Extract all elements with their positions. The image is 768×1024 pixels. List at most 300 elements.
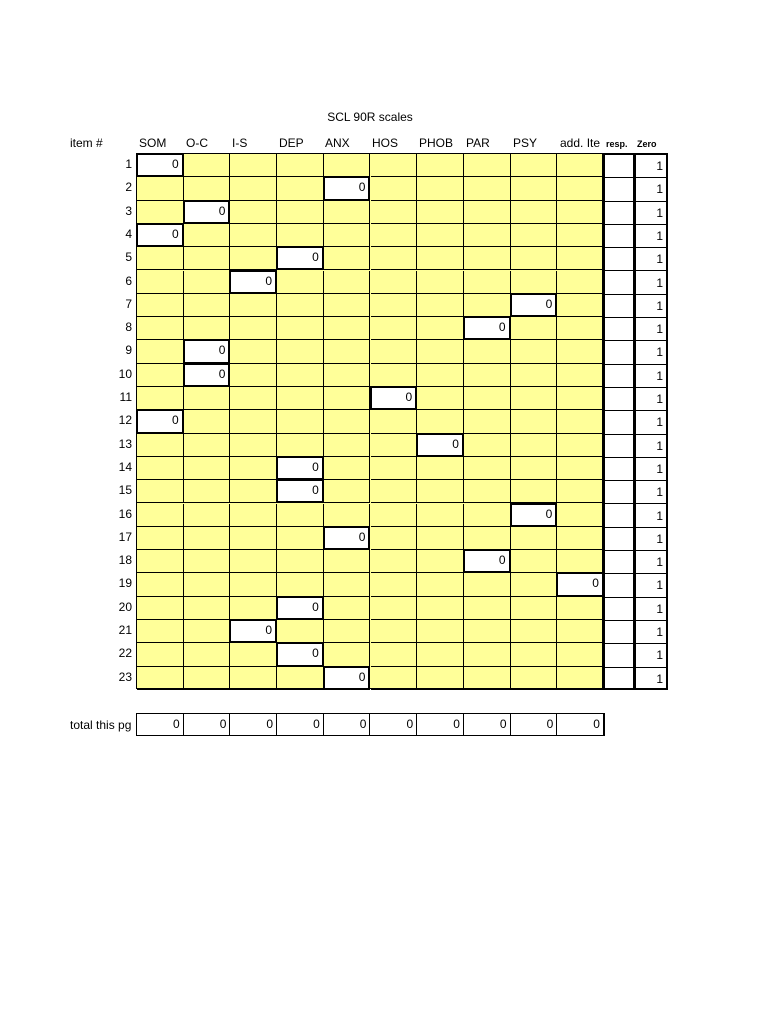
grid-cell[interactable]	[557, 667, 604, 690]
grid-cell[interactable]	[464, 340, 511, 363]
grid-cell[interactable]	[184, 480, 231, 503]
row-number: 8	[125, 320, 132, 335]
grid-cell[interactable]	[464, 434, 511, 457]
grid-cell[interactable]	[184, 154, 231, 177]
scored-cell[interactable]: 0	[229, 270, 277, 294]
grid-cell[interactable]	[464, 201, 511, 224]
grid-cell[interactable]	[371, 224, 418, 247]
scored-cell[interactable]: 0	[276, 596, 324, 620]
grid-cell[interactable]	[184, 457, 231, 480]
row-number: 16	[118, 506, 132, 521]
grid-cell[interactable]	[277, 667, 324, 690]
grid-cell[interactable]	[371, 667, 418, 690]
grid-cell[interactable]	[464, 271, 511, 294]
grid-cell[interactable]	[464, 224, 511, 247]
scale-grid	[136, 153, 603, 689]
grid-cell[interactable]	[417, 573, 464, 596]
resp-cell[interactable]	[605, 481, 633, 504]
grid-cell[interactable]	[557, 527, 604, 550]
grid-cell[interactable]	[417, 410, 464, 433]
grid-cell[interactable]	[464, 457, 511, 480]
zero-cell: 1	[636, 644, 666, 667]
row-number: 17	[118, 529, 132, 544]
grid-cell[interactable]	[371, 340, 418, 363]
scored-cell[interactable]: 0	[276, 479, 324, 503]
scored-cell[interactable]: 0	[276, 642, 324, 666]
grid-cell[interactable]	[371, 550, 418, 573]
grid-cell[interactable]	[511, 573, 558, 596]
scored-cell[interactable]: 0	[183, 363, 231, 387]
grid-cell[interactable]	[371, 480, 418, 503]
grid-cell[interactable]	[464, 504, 511, 527]
grid-cell[interactable]	[184, 410, 231, 433]
zero-cell: 1	[636, 225, 666, 248]
resp-cell[interactable]	[605, 668, 633, 691]
grid-cell[interactable]	[277, 177, 324, 200]
grid-cell[interactable]	[557, 247, 604, 270]
grid-cell[interactable]	[324, 410, 371, 433]
grid-cell[interactable]	[464, 643, 511, 666]
grid-cell[interactable]	[324, 224, 371, 247]
grid-cell[interactable]	[557, 387, 604, 410]
grid-cell[interactable]	[137, 597, 184, 620]
scored-cell[interactable]: 0	[136, 153, 184, 177]
grid-cell[interactable]	[511, 154, 558, 177]
grid-cell[interactable]	[230, 573, 277, 596]
grid-cell[interactable]	[371, 620, 418, 643]
grid-cell[interactable]	[417, 480, 464, 503]
grid-cell[interactable]	[137, 434, 184, 457]
grid-cell[interactable]	[557, 294, 604, 317]
grid-cell[interactable]	[230, 340, 277, 363]
column-header-6: PHOB	[419, 136, 454, 150]
grid-cell[interactable]	[464, 294, 511, 317]
zero-cell: 1	[636, 318, 666, 341]
grid-cell[interactable]	[464, 573, 511, 596]
grid-cell[interactable]	[557, 154, 604, 177]
item-number-header: item #	[70, 136, 103, 150]
zero-cell: 1	[636, 621, 666, 644]
grid-cell[interactable]	[464, 154, 511, 177]
scored-cell[interactable]: 0	[510, 503, 558, 527]
grid-cell[interactable]	[557, 410, 604, 433]
grid-cell[interactable]	[417, 340, 464, 363]
resp-cell[interactable]	[605, 528, 633, 551]
grid-cell[interactable]	[137, 340, 184, 363]
scored-cell[interactable]: 0	[183, 339, 231, 363]
grid-cell[interactable]	[371, 154, 418, 177]
zero-cell: 1	[636, 528, 666, 551]
grid-cell[interactable]	[230, 434, 277, 457]
grid-cell[interactable]	[184, 667, 231, 690]
zero-cell: 1	[636, 551, 666, 574]
resp-cell[interactable]	[605, 574, 633, 597]
grid-cell[interactable]	[511, 201, 558, 224]
scored-cell[interactable]: 0	[136, 409, 184, 433]
grid-cell[interactable]	[324, 154, 371, 177]
grid-cell[interactable]	[557, 177, 604, 200]
row-number: 1	[125, 157, 132, 171]
scored-cell[interactable]: 0	[463, 549, 511, 573]
resp-cell[interactable]	[605, 644, 633, 667]
grid-cell[interactable]	[230, 387, 277, 410]
grid-cell[interactable]	[277, 573, 324, 596]
grid-cell[interactable]	[417, 620, 464, 643]
grid-cell[interactable]	[277, 527, 324, 550]
grid-cell[interactable]	[324, 387, 371, 410]
grid-cell[interactable]	[464, 387, 511, 410]
grid-cell[interactable]	[230, 480, 277, 503]
row-number: 23	[118, 669, 132, 684]
zero-cell: 1	[636, 178, 666, 201]
grid-cell[interactable]	[277, 504, 324, 527]
grid-cell[interactable]	[230, 317, 277, 340]
zero-column-header: Zero	[637, 139, 657, 149]
grid-cell[interactable]	[371, 410, 418, 433]
grid-cell[interactable]	[511, 387, 558, 410]
grid-cell[interactable]	[184, 597, 231, 620]
grid-cell[interactable]	[464, 527, 511, 550]
zero-cell: 1	[636, 598, 666, 621]
grid-cell[interactable]	[324, 504, 371, 527]
grid-cell[interactable]	[277, 434, 324, 457]
column-header-1: O-C	[186, 136, 208, 150]
grid-cell[interactable]	[137, 643, 184, 666]
grid-cell[interactable]	[417, 271, 464, 294]
resp-cell[interactable]	[605, 155, 633, 178]
grid-cell[interactable]	[230, 457, 277, 480]
grid-cell[interactable]	[371, 317, 418, 340]
grid-cell[interactable]	[464, 597, 511, 620]
grid-cell[interactable]	[371, 247, 418, 270]
grid-cell[interactable]	[324, 294, 371, 317]
grid-cell[interactable]	[230, 597, 277, 620]
resp-cell[interactable]	[605, 295, 633, 318]
grid-cell[interactable]	[557, 597, 604, 620]
zero-cell: 1	[636, 155, 666, 178]
grid-cell[interactable]	[277, 364, 324, 387]
grid-cell[interactable]	[511, 667, 558, 690]
grid-cell[interactable]	[324, 271, 371, 294]
grid-cell[interactable]	[277, 154, 324, 177]
scored-cell[interactable]: 0	[276, 246, 324, 270]
row-number: 10	[118, 366, 132, 381]
grid-cell[interactable]	[557, 457, 604, 480]
grid-cell[interactable]	[371, 364, 418, 387]
resp-cell[interactable]	[605, 318, 633, 341]
grid-cell[interactable]	[417, 387, 464, 410]
grid-cell[interactable]	[417, 667, 464, 690]
grid-cell[interactable]	[511, 177, 558, 200]
row-number: 22	[118, 646, 132, 661]
grid-cell[interactable]	[511, 550, 558, 573]
grid-cell[interactable]	[557, 643, 604, 666]
grid-cell[interactable]	[371, 597, 418, 620]
scored-cell[interactable]: 0	[136, 223, 184, 247]
grid-cell[interactable]	[137, 294, 184, 317]
row-number: 19	[118, 576, 132, 591]
grid-cell[interactable]	[511, 643, 558, 666]
grid-cell[interactable]	[324, 201, 371, 224]
grid-cell[interactable]	[184, 504, 231, 527]
grid-cell[interactable]	[324, 457, 371, 480]
grid-cell[interactable]	[371, 271, 418, 294]
scored-cell[interactable]: 0	[370, 386, 418, 410]
grid-cell[interactable]	[137, 247, 184, 270]
grid-cell[interactable]	[557, 317, 604, 340]
grid-cell[interactable]	[371, 294, 418, 317]
resp-cell[interactable]	[605, 365, 633, 388]
resp-cell[interactable]	[605, 225, 633, 248]
grid-cell[interactable]	[371, 527, 418, 550]
grid-cell[interactable]	[511, 247, 558, 270]
grid-cell[interactable]	[137, 364, 184, 387]
grid-cell[interactable]	[277, 271, 324, 294]
grid-cell[interactable]	[230, 667, 277, 690]
grid-cell[interactable]	[230, 410, 277, 433]
scored-cell[interactable]: 0	[229, 619, 277, 643]
grid-cell[interactable]	[230, 527, 277, 550]
grid-cell[interactable]	[184, 247, 231, 270]
zero-cell: 1	[636, 248, 666, 271]
grid-cell[interactable]	[417, 294, 464, 317]
grid-cell[interactable]	[557, 201, 604, 224]
grid-cell[interactable]	[417, 317, 464, 340]
grid-cell[interactable]	[137, 387, 184, 410]
grid-cell[interactable]	[511, 527, 558, 550]
grid-cell[interactable]	[184, 317, 231, 340]
row-number: 13	[118, 436, 132, 451]
scored-cell[interactable]: 0	[463, 316, 511, 340]
grid-cell[interactable]	[417, 527, 464, 550]
grid-cell[interactable]	[137, 667, 184, 690]
resp-cell[interactable]	[605, 505, 633, 528]
grid-cell[interactable]	[230, 177, 277, 200]
column-header-0: SOM	[139, 136, 167, 150]
resp-cell[interactable]	[605, 435, 633, 458]
grid-cell[interactable]	[417, 643, 464, 666]
grid-cell[interactable]	[417, 247, 464, 270]
grid-cell[interactable]	[230, 550, 277, 573]
grid-cell[interactable]	[277, 294, 324, 317]
grid-cell[interactable]	[184, 177, 231, 200]
grid-cell[interactable]	[137, 620, 184, 643]
grid-cell[interactable]	[137, 480, 184, 503]
row-number: 3	[125, 203, 132, 218]
grid-cell[interactable]	[230, 224, 277, 247]
zero-cell: 1	[636, 341, 666, 364]
grid-cell[interactable]	[464, 480, 511, 503]
resp-cell[interactable]	[605, 551, 633, 574]
grid-cell[interactable]	[557, 340, 604, 363]
grid-cell[interactable]	[511, 597, 558, 620]
grid-cell[interactable]	[184, 573, 231, 596]
resp-cell[interactable]	[605, 388, 633, 411]
column-header-3: DEP	[279, 136, 304, 150]
grid-cell[interactable]	[371, 177, 418, 200]
grid-cell[interactable]	[277, 410, 324, 433]
grid-cell[interactable]	[324, 597, 371, 620]
scored-cell[interactable]: 0	[323, 666, 371, 690]
grid-cell[interactable]	[417, 457, 464, 480]
resp-cell[interactable]	[605, 272, 633, 295]
grid-cell[interactable]	[324, 364, 371, 387]
grid-cell[interactable]	[184, 643, 231, 666]
grid-cell[interactable]	[324, 434, 371, 457]
zero-cell: 1	[636, 202, 666, 225]
resp-cell[interactable]	[605, 202, 633, 225]
grid-cell[interactable]	[511, 340, 558, 363]
grid-cell[interactable]	[137, 177, 184, 200]
total-cell: 0	[464, 714, 511, 735]
grid-cell[interactable]	[557, 620, 604, 643]
scored-cell[interactable]: 0	[183, 200, 231, 224]
grid-cell[interactable]	[511, 224, 558, 247]
grid-cell[interactable]	[137, 271, 184, 294]
column-header-4: ANX	[325, 136, 350, 150]
resp-cell[interactable]	[605, 598, 633, 621]
grid-cell[interactable]	[277, 550, 324, 573]
grid-cell[interactable]	[464, 620, 511, 643]
zero-cell: 1	[656, 671, 663, 686]
grid-cell[interactable]	[417, 364, 464, 387]
grid-cell[interactable]	[557, 364, 604, 387]
scored-cell[interactable]: 0	[510, 293, 558, 317]
scored-cell[interactable]: 0	[323, 176, 371, 200]
grid-cell[interactable]	[511, 271, 558, 294]
grid-cell[interactable]	[277, 387, 324, 410]
resp-column-header: resp.	[606, 139, 628, 149]
grid-cell[interactable]	[137, 457, 184, 480]
grid-cell[interactable]	[137, 504, 184, 527]
grid-cell[interactable]	[184, 550, 231, 573]
zero-cell: 1	[636, 435, 666, 458]
grid-cell[interactable]	[371, 573, 418, 596]
column-header-8: PSY	[513, 136, 538, 150]
grid-cell[interactable]	[371, 434, 418, 457]
grid-cell[interactable]	[324, 340, 371, 363]
grid-cell[interactable]	[324, 317, 371, 340]
grid-cell[interactable]	[557, 271, 604, 294]
grid-cell[interactable]	[557, 224, 604, 247]
grid-cell[interactable]	[557, 434, 604, 457]
resp-cell[interactable]	[605, 248, 633, 271]
grid-cell[interactable]	[464, 410, 511, 433]
grid-cell[interactable]	[324, 480, 371, 503]
grid-cell[interactable]	[230, 294, 277, 317]
grid-cell[interactable]	[417, 597, 464, 620]
grid-cell[interactable]	[371, 201, 418, 224]
resp-cell[interactable]	[605, 458, 633, 481]
grid-cell[interactable]	[557, 480, 604, 503]
grid-cell[interactable]	[511, 457, 558, 480]
grid-cell[interactable]	[230, 201, 277, 224]
grid-cell[interactable]	[277, 620, 324, 643]
grid-cell[interactable]	[277, 317, 324, 340]
grid-cell[interactable]	[417, 201, 464, 224]
row-number: 20	[118, 599, 132, 614]
grid-cell[interactable]	[277, 201, 324, 224]
grid-cell[interactable]	[137, 317, 184, 340]
grid-cell[interactable]	[417, 224, 464, 247]
grid-cell[interactable]	[137, 550, 184, 573]
grid-cell[interactable]	[184, 620, 231, 643]
grid-cell[interactable]	[371, 643, 418, 666]
grid-cell[interactable]	[277, 224, 324, 247]
grid-cell[interactable]	[184, 434, 231, 457]
grid-cell[interactable]	[137, 573, 184, 596]
grid-cell[interactable]	[184, 387, 231, 410]
grid-cell[interactable]	[324, 550, 371, 573]
grid-cell[interactable]	[184, 527, 231, 550]
total-cell: 0	[371, 714, 418, 735]
scored-cell[interactable]: 0	[276, 456, 324, 480]
grid-cell[interactable]	[464, 667, 511, 690]
grid-cell[interactable]	[464, 177, 511, 200]
grid-cell[interactable]	[557, 550, 604, 573]
grid-cell[interactable]	[230, 364, 277, 387]
grid-cell[interactable]	[137, 201, 184, 224]
scored-cell[interactable]: 0	[323, 526, 371, 550]
grid-cell[interactable]	[324, 573, 371, 596]
grid-cell[interactable]	[324, 620, 371, 643]
row-number: 9	[125, 343, 132, 358]
grid-cell[interactable]	[511, 364, 558, 387]
resp-cell[interactable]	[605, 621, 633, 644]
grid-cell[interactable]	[511, 480, 558, 503]
zero-cell: 1	[636, 458, 666, 481]
total-cell: 0	[557, 714, 604, 735]
grid-cell[interactable]	[417, 550, 464, 573]
grid-cell[interactable]	[371, 457, 418, 480]
zero-cell: 1	[636, 295, 666, 318]
grid-cell[interactable]	[184, 224, 231, 247]
resp-cell[interactable]	[605, 341, 633, 364]
resp-cell[interactable]	[605, 178, 633, 201]
zero-cell: 1	[636, 388, 666, 411]
grid-cell[interactable]	[184, 271, 231, 294]
grid-cell[interactable]	[184, 294, 231, 317]
grid-cell[interactable]	[464, 247, 511, 270]
grid-cell[interactable]	[417, 504, 464, 527]
grid-cell[interactable]	[511, 620, 558, 643]
grid-cell[interactable]	[137, 527, 184, 550]
grid-cell[interactable]	[230, 154, 277, 177]
grid-cell[interactable]	[324, 247, 371, 270]
row-number: 2	[125, 180, 132, 195]
grid-cell[interactable]	[324, 643, 371, 666]
grid-cell[interactable]	[511, 317, 558, 340]
grid-cell[interactable]	[230, 643, 277, 666]
grid-cell[interactable]	[417, 177, 464, 200]
row-number: 14	[118, 459, 132, 474]
zero-cell: 1	[636, 272, 666, 295]
grid-cell[interactable]	[464, 364, 511, 387]
grid-cell[interactable]	[511, 410, 558, 433]
grid-cell[interactable]	[417, 154, 464, 177]
sheet-title: SCL 90R scales	[327, 110, 413, 124]
resp-cell[interactable]	[605, 411, 633, 434]
scored-cell[interactable]: 0	[416, 433, 464, 457]
grid-cell[interactable]	[371, 504, 418, 527]
grid-cell[interactable]	[557, 504, 604, 527]
grid-cell[interactable]	[230, 247, 277, 270]
grid-cell[interactable]	[277, 340, 324, 363]
zero-cell: 1	[636, 505, 666, 528]
scored-cell[interactable]: 0	[556, 572, 604, 596]
grid-cell[interactable]	[230, 504, 277, 527]
grid-cell[interactable]	[511, 434, 558, 457]
